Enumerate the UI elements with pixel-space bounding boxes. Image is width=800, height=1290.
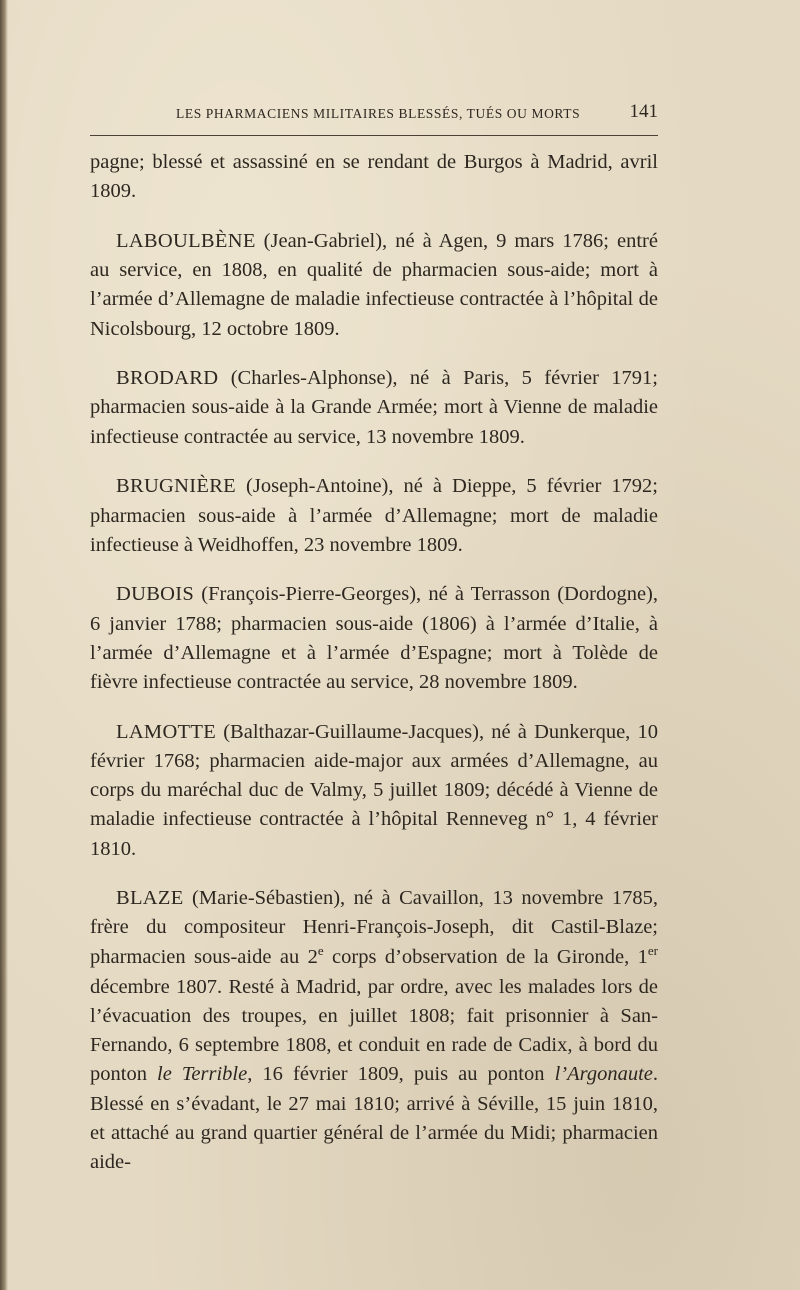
entry-text: (Balthazar-Guillaume-Jacques), né à Dunkerque, 10 février 1768; pharmacien aide-major aux armées d’Allemagne, au corps du maréchal duc de Valmy, 5 juillet 1809; décédé à Vienne de maladie infectieuse contractée à l’hôpital Renneveg n° 1, 4 février 1810. bbox=[90, 720, 658, 860]
entry-name: BRUGNIÈRE bbox=[116, 475, 237, 498]
paragraph-text: pagne; blessé et assassiné en se rendant de Burgos à Madrid, avril 1809. bbox=[90, 151, 658, 203]
body-text bbox=[90, 148, 658, 1198]
entry-text: (François-Pierre-Georges), né à Terrasson (Dordogne), 6 janvier 1788; pharmacien sous-aide (1806) à l’armée d’Italie, à l’armée d’Allemagne et à l’armée d’Espagne; mort à Tolède de fièvre infectieuse contractée au service, 28 novembre 1809. bbox=[90, 583, 658, 694]
entry-name: LAMOTTE bbox=[116, 720, 217, 743]
entry-blaze bbox=[90, 884, 658, 1177]
entry-lamotte bbox=[90, 718, 658, 864]
entry-brodard bbox=[90, 364, 658, 452]
entry-text: décembre 1807. Resté à Madrid, par ordre, avec les malades lors de l’évacuation des troupes, en juillet 1808; fait prisonnier à San-Fernando, 6 septembre 1808, et conduit en rade de Cadix, à bord du ponton bbox=[90, 975, 658, 1086]
entry-name: DUBOIS bbox=[116, 583, 195, 606]
entry-name: LABOULBÈNE bbox=[116, 229, 256, 252]
entry-text: (Joseph-Antoine), né à Dieppe, 5 février 1792; pharmacien sous-aide à l’armée d’Allemagne; mort de maladie infectieuse à Weidhoffen, 23 novembre 1809. bbox=[90, 475, 658, 556]
running-head bbox=[90, 101, 658, 130]
entry-brugniere bbox=[90, 472, 658, 560]
superscript: er bbox=[647, 942, 658, 958]
entry-text: (Charles-Alphonse), né à Paris, 5 février 1791; pharmacien sous-aide à la Grande Armée; mort à Vienne de maladie infectieuse contractée au service, 13 novembre 1809. bbox=[90, 367, 658, 448]
superscript: e bbox=[317, 942, 324, 958]
ship-name: le Terrible bbox=[157, 1063, 248, 1086]
entry-text: , 16 février 1809, puis au ponton bbox=[247, 1063, 555, 1086]
header-rule bbox=[90, 135, 658, 136]
paragraph-continuation bbox=[90, 148, 658, 206]
entry-laboulbene bbox=[90, 227, 658, 344]
entry-text: (Marie-Sébastien), né à Cavaillon, 13 novembre 1785, frère du compositeur Henri-François-Joseph, dit Castil-Blaze; pharmacien sous-aide au 2 bbox=[90, 887, 658, 968]
entry-name: BLAZE bbox=[116, 887, 184, 910]
entry-text: corps d’observation de la Gironde, 1 bbox=[323, 945, 648, 968]
entry-name: BRODARD bbox=[116, 367, 219, 390]
running-head-title: LES PHARMACIENS MILITAIRES BLESSÉS, TUÉS OU MORTS bbox=[176, 106, 581, 121]
entry-text: (Jean-Gabriel), né à Agen, 9 mars 1786; entré au service, en 1808, en qualité de pharmacien sous-aide; mort à l’armée d’Allemagne de maladie infectieuse contractée à l’hôpital de Nicolsbourg, 12 octobre 1809. bbox=[90, 229, 658, 340]
page-binding-edge bbox=[0, 0, 8, 1290]
entry-text: . Blessé en s’évadant, le 27 mai 1810; arrivé à Séville, 15 juin 1810, et attaché au grand quartier général de l’armée du Midi; pharmacien aide- bbox=[90, 1063, 659, 1174]
ship-name: l’Argonaute bbox=[554, 1063, 653, 1086]
page-number: 141 bbox=[629, 101, 658, 122]
entry-dubois bbox=[90, 580, 658, 697]
